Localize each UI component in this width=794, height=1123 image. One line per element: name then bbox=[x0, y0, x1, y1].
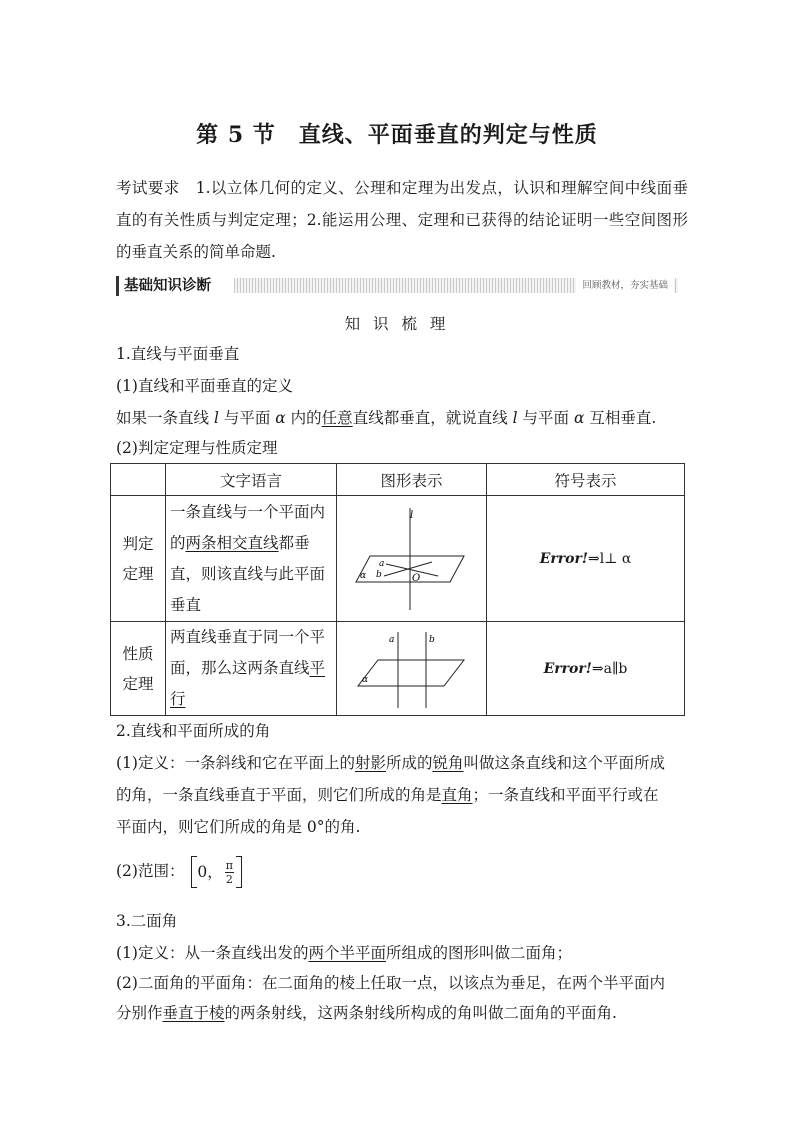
underlined-term: 锐角 bbox=[432, 754, 464, 772]
label-a: a bbox=[378, 558, 384, 569]
underlined-term: 直角 bbox=[441, 786, 473, 804]
underlined-term: 射影 bbox=[354, 754, 386, 772]
property-diagram bbox=[352, 626, 472, 712]
theorem-table bbox=[110, 463, 685, 716]
figure-cell bbox=[337, 622, 487, 716]
line-b bbox=[384, 562, 432, 576]
label-alpha: α bbox=[361, 674, 368, 685]
table-header-cell: 文字语言 bbox=[166, 464, 337, 496]
underlined-term: 两条相交直线 bbox=[185, 533, 279, 552]
banner-title: 基础知识诊断 bbox=[116, 276, 217, 296]
error-text: Error! bbox=[539, 550, 588, 567]
knowledge-subheading: 知 识 梳 理 bbox=[344, 315, 450, 333]
exam-requirements bbox=[116, 172, 688, 268]
bracket-right bbox=[236, 856, 242, 888]
angle-definition-line3: 平面内，则它们所成的角是 0°的角. bbox=[116, 818, 361, 836]
underlined-term: 平行 bbox=[170, 659, 326, 708]
row-label: 性质定理 bbox=[111, 622, 166, 716]
angle-range bbox=[116, 855, 242, 888]
symbol-cell: Error!⇒l⊥ α bbox=[487, 496, 685, 622]
requirements-label: 考试要求 bbox=[116, 179, 180, 197]
row-label: 判定定理 bbox=[111, 496, 166, 622]
table-header-cell: 图形表示 bbox=[337, 464, 487, 496]
angle-definition-line2: 的角，一条直线垂直于平面，则它们所成的角是直角；一条直线和平面平行或在 bbox=[116, 786, 659, 804]
underlined-term: 任意 bbox=[321, 409, 353, 427]
section1-p1-heading: (1)直线和平面垂直的定义 bbox=[116, 377, 293, 395]
figure-cell bbox=[337, 496, 487, 622]
label-a: a bbox=[388, 634, 394, 645]
plane-angle-line2: 分别作垂直于棱的两条射线，这两条射线所构成的角叫做二面角的平面角. bbox=[116, 1004, 617, 1022]
section1-heading: 1.直线与平面垂直 bbox=[116, 345, 240, 363]
banner-subtitle: 回顾教材，夯实基础 bbox=[576, 278, 674, 293]
label-b: b bbox=[375, 569, 382, 580]
section-banner bbox=[116, 276, 678, 296]
underlined-term: 两个半平面 bbox=[308, 944, 386, 962]
page-title: 第 5 节 直线、平面垂直的判定与性质 bbox=[196, 122, 598, 148]
perpendicular-definition: 如果一条直线 l 与平面 α 内的任意直线都垂直，就说直线 l 与平面 α 互相垂直. bbox=[116, 409, 657, 427]
label-O: O bbox=[411, 572, 420, 584]
text-language-cell: 一条直线与一个平面内的两条相交直线都垂直，则该直线与此平面垂直 bbox=[166, 496, 337, 622]
angle-definition-line1: (1)定义：一条斜线和它在平面上的射影所成的锐角叫做这条直线和这个平面所成 bbox=[116, 754, 666, 772]
plane-alpha bbox=[358, 660, 464, 686]
criterion-diagram bbox=[352, 504, 472, 614]
section1-p2-heading: (2)判定定理与性质定理 bbox=[116, 439, 278, 457]
symbol-cell: Error!⇒a∥b bbox=[487, 622, 685, 716]
label-l: l bbox=[409, 509, 413, 521]
table-header-cell: 符号表示 bbox=[487, 464, 685, 496]
plane-angle-line1: (2)二面角的平面角：在二面角的棱上任取一点，以该点为垂足，在两个半平面内 bbox=[116, 974, 665, 992]
error-text: Error! bbox=[543, 660, 592, 677]
label-b: b bbox=[428, 634, 435, 645]
label-alpha: α bbox=[359, 570, 366, 581]
range-label: (2)范围： bbox=[116, 862, 185, 880]
section3-heading: 3.二面角 bbox=[116, 912, 178, 930]
dihedral-definition: (1)定义：从一条直线出发的两个半平面所组成的图形叫做二面角； bbox=[116, 944, 572, 962]
table-header-cell bbox=[111, 464, 166, 496]
requirements-text: 1.以立体几何的定义、公理和定理为出发点，认识和理解空间中线面垂直的有关性质与判定定理；2.能运用公理、定理和已获得的结论证明一些空间图形的垂直关系的简单命题. bbox=[116, 179, 688, 261]
text-language-cell: 两直线垂直于同一个平面，那么这两条直线平行 bbox=[166, 622, 337, 716]
underlined-term: 垂直于棱 bbox=[162, 1004, 225, 1022]
section2-heading: 2.直线和平面所成的角 bbox=[116, 722, 271, 740]
table-row bbox=[111, 496, 685, 622]
range-fraction: $\frac{\pi}{2}$ bbox=[225, 858, 234, 886]
table-header-row bbox=[111, 464, 685, 496]
table-row bbox=[111, 622, 685, 716]
range-zero: 0， bbox=[197, 863, 223, 881]
